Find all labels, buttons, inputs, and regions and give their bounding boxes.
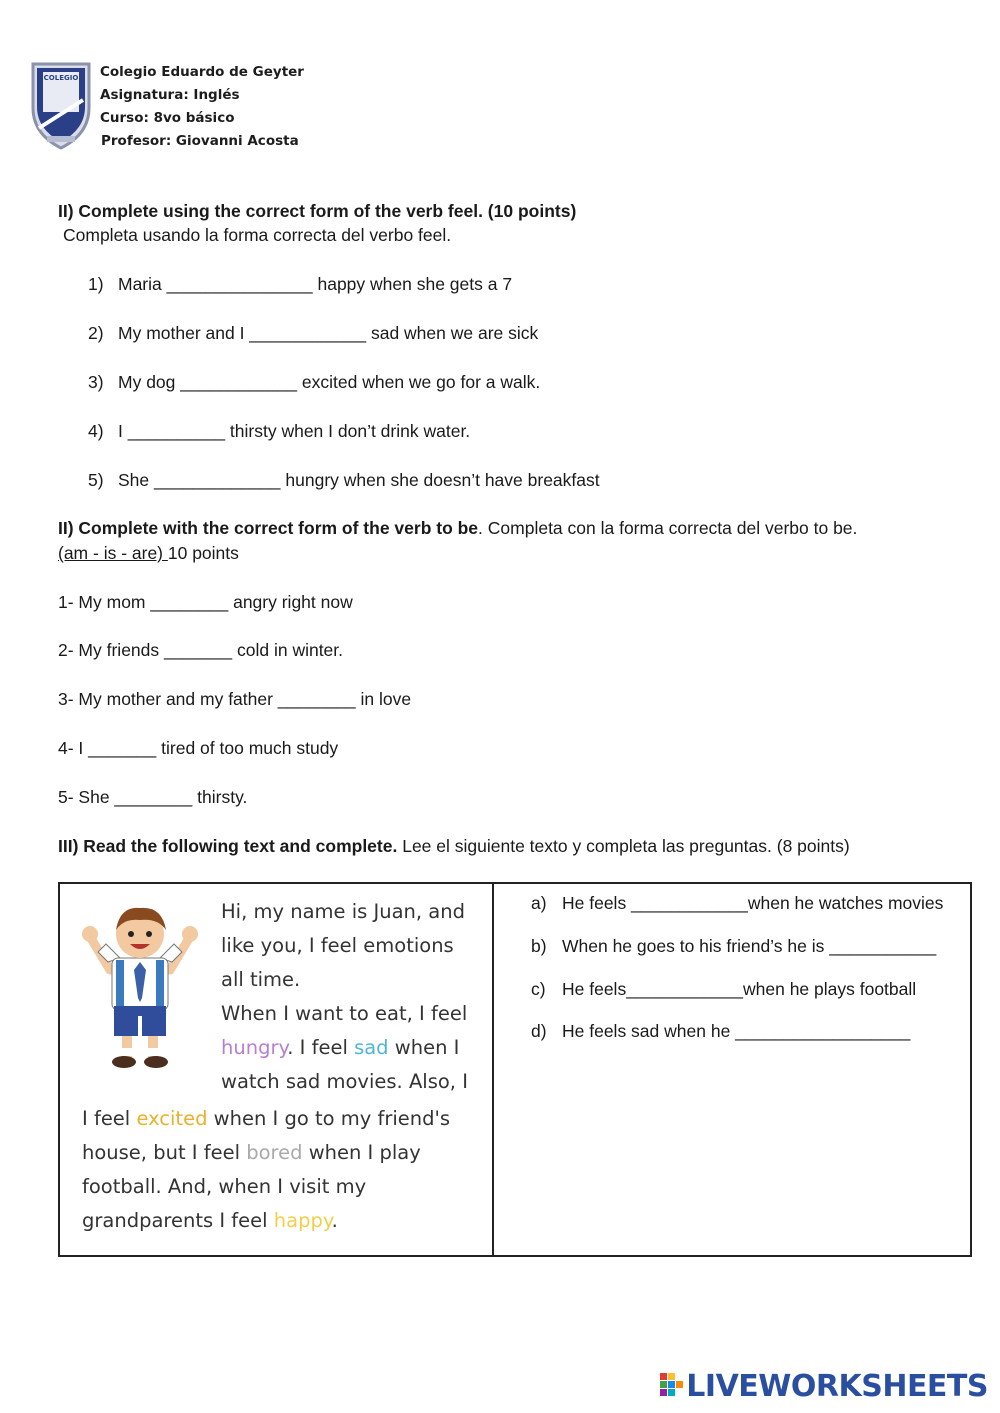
story-text: grandparents I feel [82,1209,274,1232]
item-number: 4) [88,421,104,441]
story-line-5 [221,1031,459,1065]
item-text: My mother and I ____________ sad when we are sick [118,323,539,343]
item-number: 2) [88,323,104,343]
liveworksheets-icon [660,1373,684,1397]
question-letter: a) [531,893,547,913]
question-letter: d) [531,1021,547,1041]
story-line-1: Hi, my name is Juan, and [221,900,465,923]
question-text: He feels ____________when he watches movies [562,893,944,913]
question-text: He feels____________when he plays football [562,979,917,999]
word-sad: sad [354,1036,389,1059]
item-text: Maria _______________ happy when she gets a 7 [118,274,513,294]
feel-item-2 [88,322,538,344]
question-c [531,979,916,1000]
section2-title-rest: . Completa con la forma correcta del verbo to be. [478,518,858,538]
brand-text: LIVEWORKSHEETS [686,1369,988,1404]
verb-options: (am - is - are) [58,543,168,563]
story-line-8 [82,1136,421,1170]
section3-title-rest: Lee el siguiente texto y completa las preguntas. (8 points) [397,836,850,856]
logo-text: COLEGIO [43,74,79,82]
story-line-10 [82,1204,338,1238]
feel-item-3 [88,371,540,393]
story-line-9: football. And, when I visit my [82,1175,367,1198]
story-line-4: When I want to eat, I feel [221,1002,468,1025]
word-excited: excited [136,1107,208,1130]
item-text: My dog ____________ excited when we go for a walk. [118,372,541,392]
question-letter: b) [531,936,547,956]
section2-options-line [58,542,239,564]
story-text: I feel [82,1107,137,1130]
section1-title: II) Complete using the correct form of the verb feel. (10 points) [58,201,577,221]
story-line-3: all time. [221,968,301,991]
school-name: Colegio Eduardo de Geyter [100,64,304,80]
table-divider [492,882,494,1257]
story-line-2: like you, I feel emotions [221,934,454,957]
tobe-item-2: 2- My friends _______ cold in winter. [58,640,344,660]
feel-item-1 [88,273,512,295]
question-d [531,1021,910,1042]
story-line-7 [82,1102,450,1136]
item-number: 5) [88,470,104,490]
story-text: house, but I feel [82,1141,247,1164]
feel-item-5 [88,469,600,491]
story-line-6: watch sad movies. Also, I [221,1070,468,1093]
course-label: Curso: 8vo básico [100,110,235,126]
tobe-item-4: 4- I _______ tired of too much study [58,738,339,758]
question-letter: c) [531,979,546,999]
question-a [531,893,943,914]
teacher-label: Profesor: Giovanni Acosta [101,133,299,149]
word-bored: bored [246,1141,303,1164]
tobe-item-5: 5- She ________ thirsty. [58,787,248,807]
story-text: when I [388,1036,460,1059]
section2-title-bold: II) Complete with the correct form of the verb to be [58,518,479,538]
school-header [100,61,304,153]
item-number: 1) [88,274,104,294]
section3-title-bold: III) Read the following text and complete. [58,836,398,856]
question-text: When he goes to his friend’s he is ___________ [562,936,937,956]
school-crest-logo [29,60,93,150]
word-happy: happy [273,1209,332,1232]
tobe-item-3: 3- My mother and my father ________ in love [58,689,412,709]
story-text: . [331,1209,338,1232]
story-text: . I feel [287,1036,355,1059]
liveworksheets-brand [660,1369,988,1404]
question-text: He feels sad when he __________________ [562,1021,911,1041]
section1-subtitle: Completa usando la forma correcta del verbo feel. [63,225,452,245]
story-text: when I go to my friend's [207,1107,451,1130]
story-text: when I play [302,1141,421,1164]
item-number: 3) [88,372,104,392]
feel-item-4 [88,420,470,442]
word-hungry: hungry [221,1036,288,1059]
question-b [531,936,936,957]
boy-illustration [70,900,210,1080]
section3-title [58,835,850,857]
section2-points: 10 points [167,543,239,563]
item-text: She _____________ hungry when she doesn’t have breakfast [118,470,600,490]
tobe-item-1: 1- My mom ________ angry right now [58,592,353,612]
subject-label: Asignatura: Inglés [100,87,240,103]
item-text: I __________ thirsty when I don’t drink water. [118,421,471,441]
section2-title [58,517,857,539]
